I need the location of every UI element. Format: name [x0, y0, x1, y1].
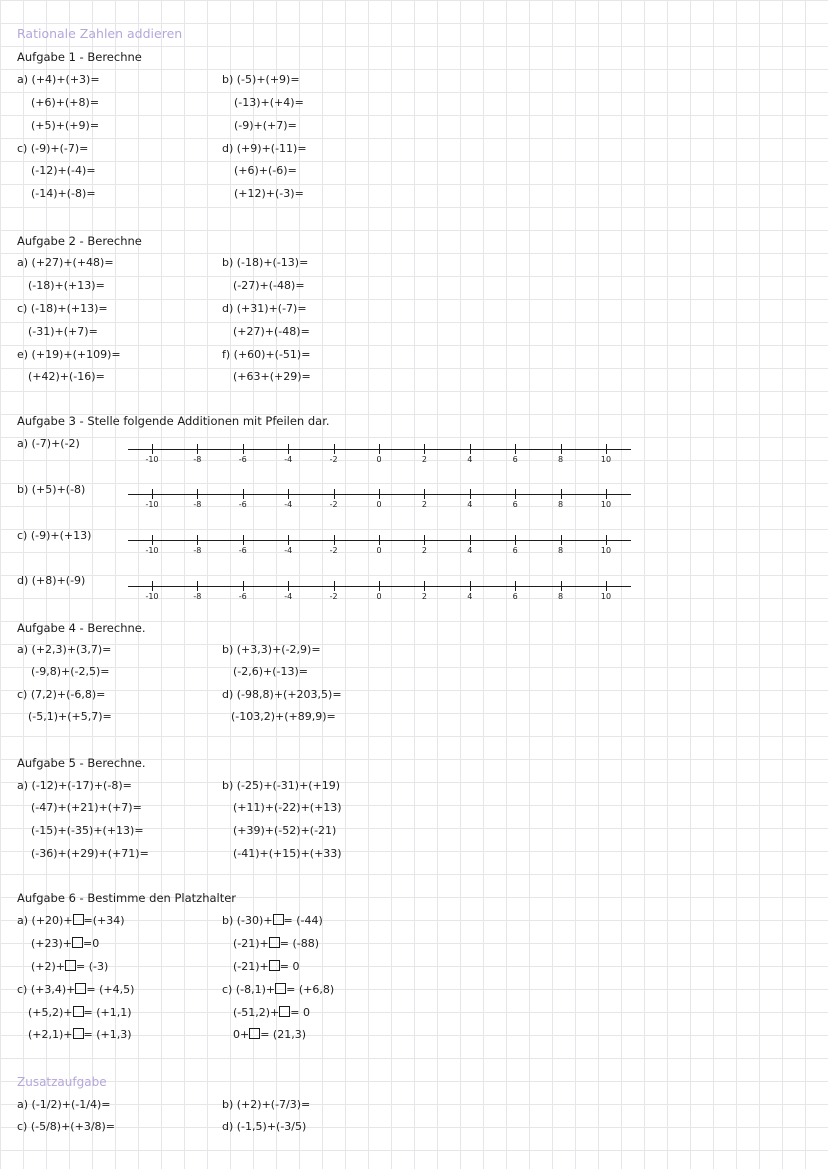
- aufgabe1-a-2: (+6)+(+8)=: [31, 96, 100, 109]
- aufgabe1-b-2: (-13)+(+4)=: [234, 96, 304, 109]
- aufgabe6-a-1: a) (+20)+ =(+34): [17, 914, 125, 927]
- aufgabe1-a-1: a) (+4)+(+3)=: [17, 73, 100, 86]
- aufgabe5-a-2: (-47)+(+21)+(+7)=: [31, 801, 142, 814]
- aufgabe4-c-2: (-5,1)+(+5,7)=: [28, 710, 112, 723]
- number-line-tick-label: -10: [145, 592, 159, 601]
- number-line-tick: [606, 489, 607, 499]
- aufgabe5-heading: Aufgabe 5 - Berechne.: [17, 756, 146, 770]
- number-line-tick-label: -10: [145, 546, 159, 555]
- number-line-tick: [606, 535, 607, 545]
- aufgabe6-b-1: b) (-30)+ = (-44): [222, 914, 323, 927]
- number-line-tick-label: 2: [421, 546, 427, 555]
- number-line-tick: [197, 444, 198, 454]
- number-line-tick-label: -6: [238, 546, 247, 555]
- number-line-tick: [334, 489, 335, 499]
- number-line-tick: [334, 535, 335, 545]
- aufgabe3-item-c: c) (-9)+(+13): [17, 529, 92, 542]
- number-line-d: [128, 580, 631, 604]
- number-line-tick: [424, 444, 425, 454]
- aufgabe1-c-3: (-14)+(-8)=: [31, 187, 96, 200]
- number-line-tick-label: -2: [329, 546, 338, 555]
- number-line-tick-label: 10: [600, 500, 612, 509]
- number-line-tick-label: -8: [193, 500, 202, 509]
- aufgabe2-c-1: c) (-18)+(+13)=: [17, 302, 108, 315]
- number-line-tick: [288, 581, 289, 591]
- number-line-tick-label: -6: [238, 592, 247, 601]
- number-line-tick-label: -6: [238, 455, 247, 464]
- number-line-tick-label: 2: [421, 592, 427, 601]
- number-line-tick-label: 4: [467, 500, 473, 509]
- number-line-tick: [152, 489, 153, 499]
- aufgabe2-a-1: a) (+27)+(+48)=: [17, 256, 114, 269]
- aufgabe3-heading: Aufgabe 3 - Stelle folgende Additionen mit Pfeilen dar.: [17, 414, 330, 428]
- aufgabe6-c2-3: 0+ = (21,3): [233, 1028, 307, 1041]
- page-title: Rationale Zahlen addieren: [17, 26, 183, 41]
- aufgabe1-d-3: (+12)+(-3)=: [234, 187, 304, 200]
- number-line-tick-label: -2: [329, 500, 338, 509]
- number-line-tick-label: 10: [600, 455, 612, 464]
- number-line-a: [128, 443, 631, 467]
- aufgabe3-item-d: d) (+8)+(-9): [17, 574, 86, 587]
- number-line-tick-label: 8: [558, 592, 564, 601]
- number-line-tick-label: 0: [376, 500, 382, 509]
- aufgabe4-b-2: (-2,6)+(-13)=: [233, 665, 309, 678]
- number-line-tick: [470, 444, 471, 454]
- number-line-tick-label: -4: [284, 500, 293, 509]
- aufgabe2-a-2: (-18)+(+13)=: [28, 279, 105, 292]
- number-line-tick: [515, 535, 516, 545]
- aufgabe5-b-1: b) (-25)+(-31)+(+19): [222, 779, 341, 792]
- aufgabe5-b-3: (+39)+(-52)+(-21): [233, 824, 337, 837]
- aufgabe3-item-b: b) (+5)+(-8): [17, 483, 86, 496]
- zusatz-d: d) (-1,5)+(-3/5): [222, 1120, 307, 1133]
- number-line-tick: [379, 581, 380, 591]
- aufgabe4-d-1: d) (-98,8)+(+203,5)=: [222, 688, 342, 701]
- number-line-tick: [606, 581, 607, 591]
- number-line-tick: [243, 535, 244, 545]
- number-line-tick-label: 4: [467, 592, 473, 601]
- number-line-tick: [424, 535, 425, 545]
- aufgabe1-heading: Aufgabe 1 - Berechne: [17, 50, 142, 64]
- number-line-tick: [243, 489, 244, 499]
- aufgabe3-item-a: a) (-7)+(-2): [17, 437, 80, 450]
- number-line-tick-label: -4: [284, 455, 293, 464]
- number-line-tick: [424, 581, 425, 591]
- aufgabe4-b-1: b) (+3,3)+(-2,9)=: [222, 643, 321, 656]
- placeholder-box: [73, 914, 84, 925]
- aufgabe5-b-2: (+11)+(-22)+(+13): [233, 801, 342, 814]
- aufgabe6-c2-2: (-51,2)+ = 0: [233, 1006, 310, 1019]
- number-line-tick-label: 2: [421, 455, 427, 464]
- aufgabe2-c-2: (-31)+(+7)=: [28, 325, 98, 338]
- placeholder-box: [273, 914, 284, 925]
- number-line-b: [128, 488, 631, 512]
- number-line-c: [128, 534, 631, 558]
- aufgabe5-a-3: (-15)+(-35)+(+13)=: [31, 824, 144, 837]
- aufgabe4-c-1: c) (7,2)+(-6,8)=: [17, 688, 106, 701]
- number-line-tick-label: 0: [376, 546, 382, 555]
- placeholder-box: [275, 983, 286, 994]
- aufgabe2-d-2: (+27)+(-48)=: [233, 325, 310, 338]
- number-line-tick: [470, 489, 471, 499]
- aufgabe6-heading: Aufgabe 6 - Bestimme den Platzhalter: [17, 891, 237, 905]
- number-line-tick: [561, 444, 562, 454]
- aufgabe5-b-4: (-41)+(+15)+(+33): [233, 847, 342, 860]
- number-line-tick-label: 2: [421, 500, 427, 509]
- aufgabe5-a-4: (-36)+(+29)+(+71)=: [31, 847, 149, 860]
- aufgabe2-b-2: (-27)+(-48)=: [233, 279, 305, 292]
- number-line-tick-label: -8: [193, 546, 202, 555]
- number-line-tick-label: -6: [238, 500, 247, 509]
- number-line-tick-label: -2: [329, 455, 338, 464]
- number-line-tick: [152, 444, 153, 454]
- number-line-tick: [197, 489, 198, 499]
- aufgabe4-d-2: (-103,2)+(+89,9)=: [231, 710, 336, 723]
- number-line-tick: [379, 489, 380, 499]
- number-line-tick: [561, 489, 562, 499]
- number-line-tick-label: 4: [467, 455, 473, 464]
- number-line-tick: [334, 581, 335, 591]
- number-line-tick-label: 10: [600, 546, 612, 555]
- number-line-tick-label: -4: [284, 546, 293, 555]
- aufgabe1-c-1: c) (-9)+(-7)=: [17, 142, 89, 155]
- placeholder-box: [279, 1006, 290, 1017]
- aufgabe6-a-3: (+2)+ = (-3): [31, 960, 109, 973]
- placeholder-box: [249, 1028, 260, 1039]
- aufgabe1-b-1: b) (-5)+(+9)=: [222, 73, 300, 86]
- placeholder-box: [269, 937, 280, 948]
- number-line-tick-label: 10: [600, 592, 612, 601]
- aufgabe2-f-2: (+63+(+29)=: [233, 370, 311, 383]
- number-line-tick: [243, 444, 244, 454]
- number-line-tick: [515, 444, 516, 454]
- aufgabe6-c2-1: c) (-8,1)+ = (+6,8): [222, 983, 335, 996]
- number-line-tick: [243, 581, 244, 591]
- aufgabe1-d-2: (+6)+(-6)=: [234, 164, 297, 177]
- number-line-tick: [152, 535, 153, 545]
- placeholder-box: [73, 1006, 84, 1017]
- number-line-tick: [561, 581, 562, 591]
- number-line-tick-label: -8: [193, 455, 202, 464]
- number-line-tick-label: 6: [512, 546, 518, 555]
- number-line-tick: [288, 489, 289, 499]
- placeholder-box: [75, 983, 86, 994]
- zusatz-a: a) (-1/2)+(-1/4)=: [17, 1098, 111, 1111]
- number-line-tick-label: 6: [512, 592, 518, 601]
- number-line-tick: [470, 581, 471, 591]
- aufgabe2-heading: Aufgabe 2 - Berechne: [17, 234, 142, 248]
- number-line-tick-label: 6: [512, 455, 518, 464]
- aufgabe6-c-1: c) (+3,4)+ = (+4,5): [17, 983, 135, 996]
- number-line-tick-label: 4: [467, 546, 473, 555]
- number-line-tick: [379, 535, 380, 545]
- number-line-tick-label: 0: [376, 592, 382, 601]
- number-line-tick: [470, 535, 471, 545]
- aufgabe2-d-1: d) (+31)+(-7)=: [222, 302, 307, 315]
- number-line-tick: [424, 489, 425, 499]
- aufgabe6-c-3: (+2,1)+ = (+1,3): [28, 1028, 132, 1041]
- aufgabe2-b-1: b) (-18)+(-13)=: [222, 256, 309, 269]
- placeholder-box: [65, 960, 76, 971]
- aufgabe6-b-2: (-21)+ = (-88): [233, 937, 320, 950]
- aufgabe2-e-2: (+42)+(-16)=: [28, 370, 105, 383]
- number-line-tick: [152, 581, 153, 591]
- aufgabe1-c-2: (-12)+(-4)=: [31, 164, 96, 177]
- aufgabe6-c-2: (+5,2)+ = (+1,1): [28, 1006, 132, 1019]
- number-line-tick-label: 8: [558, 546, 564, 555]
- number-line-tick-label: -10: [145, 500, 159, 509]
- number-line-tick: [561, 535, 562, 545]
- zusatz-heading: Zusatzaufgabe: [17, 1075, 107, 1089]
- aufgabe2-e-1: e) (+19)+(+109)=: [17, 348, 121, 361]
- aufgabe1-b-3: (-9)+(+7)=: [234, 119, 297, 132]
- aufgabe1-a-3: (+5)+(+9)=: [31, 119, 100, 132]
- number-line-tick-label: -10: [145, 455, 159, 464]
- aufgabe4-a-2: (-9,8)+(-2,5)=: [31, 665, 110, 678]
- number-line-tick: [334, 444, 335, 454]
- number-line-tick-label: -2: [329, 592, 338, 601]
- aufgabe2-f-1: f) (+60)+(-51)=: [222, 348, 311, 361]
- placeholder-box: [72, 937, 83, 948]
- zusatz-b: b) (+2)+(-7/3)=: [222, 1098, 311, 1111]
- number-line-tick-label: 8: [558, 500, 564, 509]
- number-line-tick: [288, 535, 289, 545]
- number-line-tick: [197, 535, 198, 545]
- zusatz-c: c) (-5/8)+(+3/8)=: [17, 1120, 116, 1133]
- placeholder-box: [269, 960, 280, 971]
- number-line-tick: [288, 444, 289, 454]
- placeholder-box: [73, 1028, 84, 1039]
- number-line-tick-label: -8: [193, 592, 202, 601]
- aufgabe4-heading: Aufgabe 4 - Berechne.: [17, 621, 146, 635]
- aufgabe6-a-2: (+23)+ =0: [31, 937, 100, 950]
- number-line-tick: [197, 581, 198, 591]
- number-line-tick-label: -4: [284, 592, 293, 601]
- number-line-tick: [606, 444, 607, 454]
- number-line-tick: [515, 489, 516, 499]
- aufgabe1-d-1: d) (+9)+(-11)=: [222, 142, 307, 155]
- aufgabe4-a-1: a) (+2,3)+(3,7)=: [17, 643, 112, 656]
- aufgabe5-a-1: a) (-12)+(-17)+(-8)=: [17, 779, 132, 792]
- number-line-tick: [379, 444, 380, 454]
- number-line-tick-label: 8: [558, 455, 564, 464]
- number-line-tick: [515, 581, 516, 591]
- number-line-tick-label: 6: [512, 500, 518, 509]
- aufgabe6-b-3: (-21)+ = 0: [233, 960, 300, 973]
- number-line-tick-label: 0: [376, 455, 382, 464]
